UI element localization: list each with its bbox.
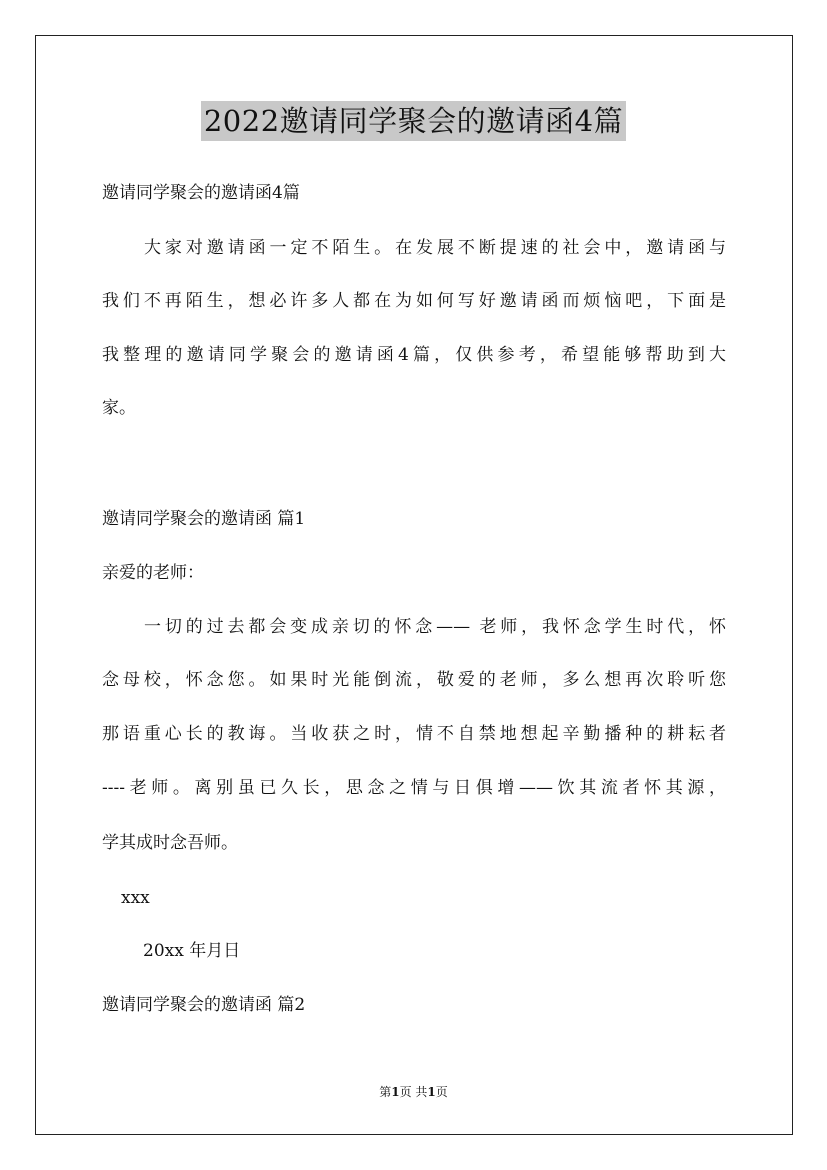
title-container bbox=[0, 101, 827, 141]
section1-heading: 邀请同学聚会的邀请函 篇1 bbox=[102, 509, 306, 529]
body-line-1: 一切的过去都会变成亲切的怀念—— 老师，我怀念学生时代，怀 bbox=[144, 617, 726, 637]
body-line-3: 那语重心长的教诲。当收获之时，情不自禁地想起辛勤播种的耕耘者 bbox=[102, 724, 726, 744]
intro-line-2: 我们不再陌生，想必许多人都在为如何写好邀请函而烦恼吧，下面是 bbox=[102, 291, 726, 311]
page-footer bbox=[0, 1084, 827, 1100]
intro-line-3: 我整理的邀请同学聚会的邀请函4篇，仅供参考，希望能够帮助到大 bbox=[102, 345, 726, 365]
footer-mid: 页 共 bbox=[399, 1085, 428, 1099]
document-subtitle: 邀请同学聚会的邀请函4篇 bbox=[102, 183, 300, 203]
footer-total-pages: 1 bbox=[427, 1085, 436, 1099]
intro-line-4: 家。 bbox=[102, 398, 136, 418]
body-line-2: 念母校，怀念您。如果时光能倒流，敬爱的老师，多么想再次聆听您 bbox=[102, 670, 726, 690]
footer-suffix: 页 bbox=[435, 1085, 448, 1099]
intro-line-1: 大家对邀请函一定不陌生。在发展不断提速的社会中，邀请函与 bbox=[144, 238, 726, 258]
section2-heading: 邀请同学聚会的邀请函 篇2 bbox=[102, 995, 306, 1015]
footer-page-number: 1 bbox=[391, 1085, 400, 1099]
footer-prefix: 第 bbox=[379, 1085, 392, 1099]
date: 20xx 年月日 bbox=[143, 941, 241, 961]
body-line-5: 学其成时念吾师。 bbox=[102, 833, 238, 853]
salutation: 亲爱的老师： bbox=[102, 563, 204, 583]
signature: xxx bbox=[121, 888, 150, 908]
document-title: 2022邀请同学聚会的邀请函4篇 bbox=[201, 101, 626, 141]
body-line-4: ----老师。离别虽已久长，思念之情与日俱增——饮其流者怀其源， bbox=[102, 778, 726, 798]
